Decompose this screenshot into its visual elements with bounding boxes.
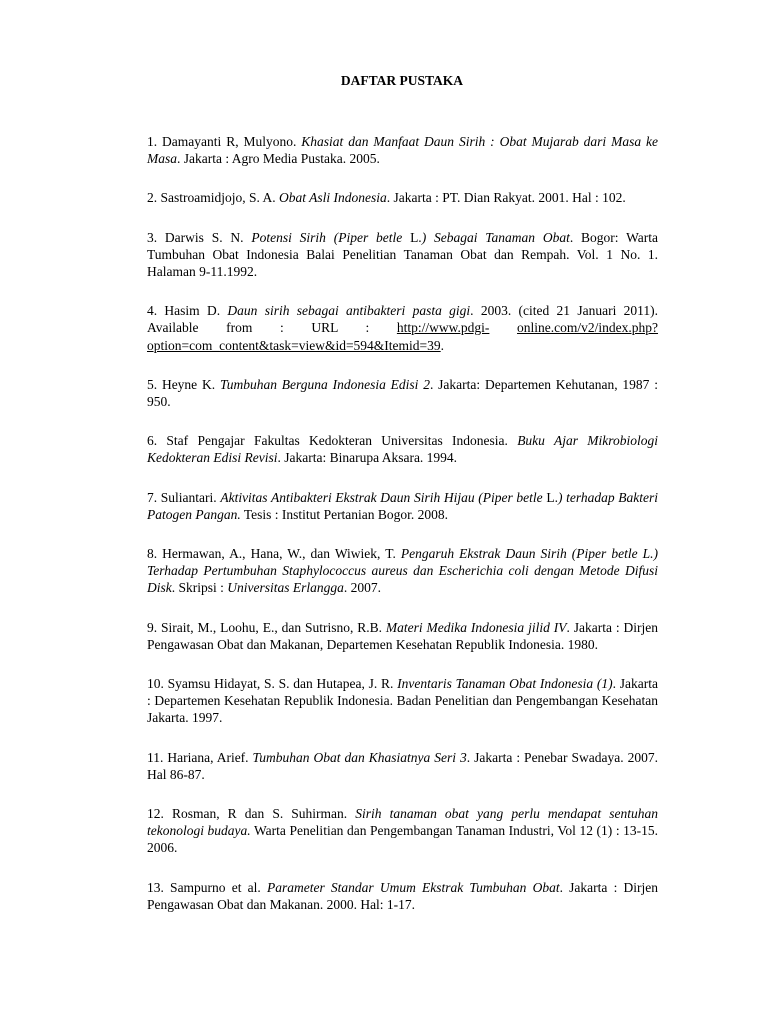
reference-italic-text: ) terhadap Bakteri Patogen Pangan.: [147, 489, 659, 522]
reference-item-11: [147, 749, 658, 783]
reference-italic-text: Obat Asli Indonesia: [279, 190, 387, 206]
reference-item-1: [147, 133, 658, 167]
reference-text: . Jakarta : Dirjen Pengawasan Obat dan Makanan, Departemen Kesehatan Republik Indonesia. 1980.: [147, 619, 658, 652]
reference-item-3: [147, 229, 658, 281]
reference-text: L.: [410, 229, 422, 245]
reference-text: 7. Suliantari.: [147, 489, 221, 505]
reference-italic-text: Buku Ajar Mikrobiologi Kedokteran Edisi Revisi: [147, 433, 658, 466]
reference-item-5: [147, 376, 658, 410]
reference-text: . Bogor: Warta Tumbuhan Obat Indonesia Balai Penelitian Tanaman Obat dan Rempah. Vol. 1 No. 1. Halaman 9-11.1992.: [147, 229, 659, 280]
reference-italic-text: Potensi Sirih (Piper betle: [251, 229, 411, 245]
reference-italic-text: Tumbuhan Berguna Indonesia Edisi 2: [219, 376, 430, 392]
reference-text: . Jakarta: Departemen Kehutanan, 1987 : 950.: [147, 376, 659, 410]
reference-text: 6. Staf Pengajar Fakultas Kedokteran Universitas Indonesia.: [147, 433, 518, 449]
reference-text: 8. Hermawan, A., Hana, W., dan Wiwiek, T.: [147, 546, 401, 562]
reference-italic-text: Aktivitas Antibakteri Ekstrak Daun Sirih Hijau (Piper betle: [220, 489, 547, 505]
reference-item-6: [147, 432, 658, 466]
reference-text: 5. Heyne K.: [147, 376, 220, 392]
reference-text: Tesis : Institut Pertanian Bogor. 2008.: [240, 506, 449, 522]
reference-item-4: [147, 302, 658, 354]
reference-item-7: [147, 489, 658, 523]
reference-italic-text: Inventaris Tanaman Obat Indonesia (1): [397, 676, 613, 692]
reference-text: L.: [546, 489, 558, 505]
reference-text: Warta Penelitian dan Pengembangan Tanaman Industri, Vol 12 (1) : 13-15. 2006.: [147, 823, 658, 856]
reference-text: 2. Sastroamidjojo, S. A.: [147, 190, 280, 206]
reference-text: [489, 320, 517, 335]
reference-item-12: [147, 805, 658, 857]
reference-text: . Jakarta : Departemen Kesehatan Republik Indonesia. Badan Penelitian dan Pengembangan Kesehatan Jakarta. 1997.: [147, 676, 658, 726]
reference-item-10: [147, 675, 658, 727]
reference-text: 9. Sirait, M., Loohu, E., dan Sutrisno, R.B.: [147, 619, 386, 635]
reference-item-8: [147, 545, 658, 597]
reference-text: . Skripsi :: [171, 580, 228, 596]
reference-italic-text: Parameter Standar Umum Ekstrak Tumbuhan Obat: [266, 879, 560, 895]
reference-item-13: [147, 879, 658, 913]
reference-url-link[interactable]: http://www.pdgi-: [396, 320, 490, 336]
reference-item-9: [147, 619, 658, 653]
reference-italic-text: Daun sirih sebagai antibakteri pasta gigi: [227, 303, 471, 319]
reference-url-link[interactable]: online.com/v2/index.php?option=com_content&task=view&id=594&Itemid=39: [147, 320, 659, 353]
reference-text: . Jakarta: Binarupa Aksara. 1994.: [277, 450, 458, 466]
reference-text: . 2003. (cited 21 Januari 2011). Available from : URL :: [147, 303, 658, 336]
reference-text: . Jakarta : Dirjen Pengawasan Obat dan Makanan. 2000. Hal: 1-17.: [147, 879, 659, 912]
reference-italic-text: ) Sebagai Tanaman Obat: [421, 229, 570, 245]
reference-text: 1. Damayanti R, Mulyono.: [147, 134, 302, 149]
reference-text: 3. Darwis S. N.: [147, 229, 252, 245]
reference-text: 13. Sampurno et al.: [147, 879, 267, 895]
reference-list: [147, 133, 658, 935]
reference-italic-text: Khasiat dan Manfaat Daun Sirih : Obat Mujarab dari Masa ke Masa: [147, 134, 658, 167]
reference-text: 11. Hariana, Arief.: [147, 749, 253, 765]
reference-text: . Jakarta : PT. Dian Rakyat. 2001. Hal : 102.: [386, 190, 626, 206]
reference-italic-text: Tumbuhan Obat dan Khasiatnya Seri 3: [252, 749, 467, 765]
reference-italic-text: Pengaruh Ekstrak Daun Sirih (Piper betle L.) Terhadap Pertumbuhan Staphylococcus aureus dan Escherichia coli dengan Metode Difusi Disk: [147, 546, 658, 596]
reference-text: . Jakarta : Agro Media Pustaka. 2005.: [177, 151, 380, 167]
reference-text: . Jakarta : Penebar Swadaya. 2007. Hal 86-87.: [147, 749, 658, 782]
reference-item-2: [147, 189, 658, 206]
reference-text: 4. Hasim D.: [147, 303, 228, 319]
page-title: DAFTAR PUSTAKA: [340, 73, 464, 88]
reference-text: .: [440, 337, 445, 353]
reference-italic-text: Materi Medika Indonesia jilid IV: [385, 619, 567, 635]
reference-text: . 2007.: [343, 580, 382, 596]
reference-italic-text: Sirih tanaman obat yang perlu mendapat sentuhan tekonologi budaya.: [147, 806, 658, 839]
reference-italic-text: Universitas Erlangga: [227, 580, 344, 596]
reference-text: 10. Syamsu Hidayat, S. S. dan Hutapea, J. R.: [147, 676, 398, 692]
reference-text: 12. Rosman, R dan S. Suhirman.: [147, 806, 356, 822]
